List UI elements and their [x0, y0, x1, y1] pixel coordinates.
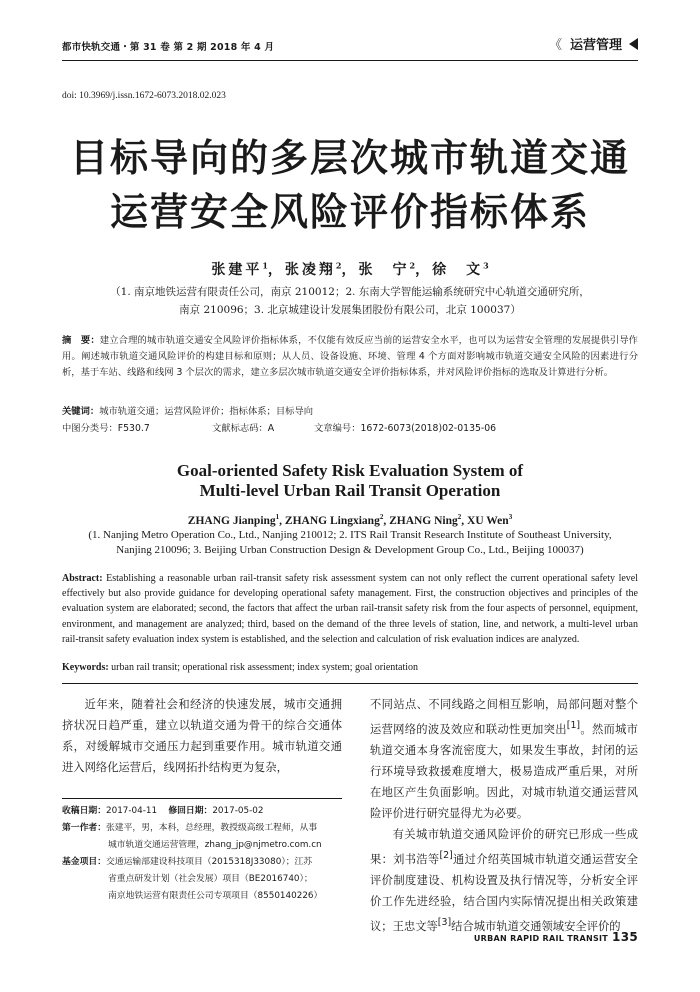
body-text: 。然而城市轨道交通本身客流密度大，如果发生事故，封闭的运行环境导致救援难度增大，极易造成严重后果，对所在地区产生负面影响。因此，对城市轨道交通运营风险评价进行研究显得尤为必要。 — [370, 722, 638, 820]
doi-link[interactable]: doi: 10.3969/j.issn.1672-6073.2018.02.023 — [62, 91, 226, 101]
author-sup: 2 — [457, 513, 462, 521]
keywords-cn — [62, 403, 313, 417]
author-en: XU Wen — [467, 514, 509, 527]
author-label: 第一作者： — [62, 823, 106, 833]
page-footer — [474, 930, 638, 944]
author-cn: 张凌翔 — [284, 262, 336, 278]
footnotes — [62, 803, 346, 905]
revised-date: 2017-05-02 — [212, 806, 264, 816]
authors-cn: 张建平$^1$，张凌翔$^2$，张 宁$^2$，徐 文$^3$ — [211, 260, 489, 278]
received-date: 2017-04-11 — [106, 806, 158, 816]
author-sup: 1 — [262, 260, 268, 271]
body-paragraph — [370, 824, 638, 937]
fund-label: 基金项目： — [62, 857, 106, 867]
section-chevron: 《 — [548, 38, 562, 53]
title-en-line-2: Multi-level Urban Rail Transit Operation — [199, 481, 501, 500]
author-en: ZHANG Lingxiang — [284, 514, 380, 527]
body-paragraph: 近年来，随着社会和经济的快速发展，城市交通拥挤状况日趋严重，建立以轨道交通为骨干的综合交通体系，对缓解城市交通压力起到重要作用。城市轨道交通进入网络化运营后，线网拓扑结构更为复杂， — [62, 698, 342, 774]
body-paragraph — [370, 694, 638, 824]
document-code: 文献标志码：A — [212, 423, 275, 434]
author-en: ZHANG Ning — [389, 514, 458, 527]
running-head: 都市快轨交通・第 31 卷 第 2 期 2018 年 4 月 — [62, 42, 275, 53]
fund-info: 交通运输部建设科技项目（2015318J33080）；江苏 — [106, 857, 313, 867]
affiliation-line: (1. Nanjing Metro Operation Co., Ltd., Nanjing 210012; 2. ITS Rail Transit Research Institute of Southeast University, — [88, 529, 612, 541]
triangle-left-icon — [629, 38, 638, 50]
author-cn: 张 宁 — [358, 262, 410, 278]
keywords-en-label: Keywords: — [62, 662, 109, 673]
citation-link[interactable]: [1] — [566, 720, 581, 731]
fund-info-cont: 南京地铁运营有限责任公司专项项目（8550140226） — [108, 891, 323, 901]
fund-info-cont: 省重点研发计划（社会发展）项目（BE2016740）； — [108, 874, 313, 884]
author-info: 张建平，男，本科，总经理，教授级高级工程师，从事 — [106, 823, 318, 833]
abstract-en-text: Establishing a reasonable urban rail-transit safety risk assessment system can not only reflect the current operational safety level effectively but also provide guidance for developing operational safety management. First, the construction objectives and principles of the evaluation system are elaborated; second, the factors that affect the urban rail-transit safety risk from the four aspects of personnel, equipment, environment, and management are analyzed; third, based on the demand of the three levels of station, line, and network, a multi-level urban rail-transit safety evaluation index system is established, and the selection and calculation of risk evaluation indices are analyzed. — [62, 573, 639, 645]
body-text: 通过介绍英国城市轨道交通运营安全评价制度建设、机构设置及执行情况等，分析安全评价工作先进经验，结合国内实际情况提出相关政策建议；王忠文等 — [370, 852, 638, 933]
section-name: 运营管理 — [569, 38, 622, 53]
body-right-column — [370, 694, 638, 936]
affiliation-line: （1. 南京地铁运营有限责任公司，南京 210012；2. 东南大学智能运输系统研究中心轨道交通研究所， — [110, 286, 590, 298]
author-cn: 张建平 — [211, 262, 263, 278]
keywords-cn-label: 关键词： — [62, 406, 100, 417]
affiliations-cn — [62, 283, 638, 319]
clc-number: 中图分类号：F530.7 — [62, 423, 150, 434]
author-info-cont: 城市轨道交通运营管理，zhang_jp@njmetro.com.cn — [108, 840, 322, 850]
author-sup: 2 — [409, 260, 416, 271]
body-left-column — [62, 694, 342, 778]
keywords-cn-text: 城市轨道交通；运营风险评价；指标体系；目标导向 — [99, 406, 314, 417]
author-sup: 3 — [508, 513, 513, 521]
title-en-line-1: Goal-oriented Safety Risk Evaluation System of — [176, 461, 524, 480]
author-sup: 1 — [275, 513, 280, 521]
page-number: 135 — [612, 930, 638, 944]
authors-en: ZHANG Jianping$^1$, ZHANG Lingxiang$^2$, ZHANG Ning$^2$, XU Wen$^3$ — [187, 513, 513, 527]
title-cn-line-1: 目标导向的多层次城市轨道交通 — [69, 136, 630, 180]
revised-label: 修回日期： — [168, 806, 213, 816]
header-rule — [62, 60, 638, 61]
received-label: 收稿日期： — [62, 806, 106, 816]
article-number: 文章编号：1672-6073(2018)02-0135-06 — [314, 423, 497, 434]
abstract-cn — [62, 333, 638, 382]
body-text: 有关城市轨道交通风险评价的研究已形成一些成果：刘书浩等 — [370, 827, 638, 866]
journal-name-en: URBAN RAPID RAIL TRANSIT — [473, 934, 609, 943]
section-label — [549, 34, 638, 53]
body-text: 不同站点、不同线路之间相互影响，局部问题对整个运营网络的波及效应和联动性更加突出 — [370, 698, 638, 736]
abstract-cn-text: 建立合理的城市轨道交通安全风险评价指标体系，不仅能有效反应当前的运营安全水平，也可以为运营安全管理的发展提供引导作用。阐述城市轨道交通风险评价的构建目标和原则；从人员、设备设施、环境、管理 4 个方面对影响城市轨道交通安全风险的因素进行分析，基于车站、线路和线网 3 个层次的需求，建立多层次城市轨道交通安全评价指标体系，并对风险评价指标的选取及计算进行分析。 — [62, 335, 638, 379]
footnote-fund — [62, 854, 346, 871]
footnote-author — [62, 820, 346, 837]
section-divider — [62, 683, 638, 684]
abstract-en — [62, 571, 638, 647]
citation-link[interactable]: [3] — [437, 916, 452, 928]
citation-link[interactable]: [2] — [439, 849, 453, 861]
abstract-cn-label: 摘 要： — [62, 335, 100, 346]
body-text: 结合城市轨道交通领域安全评价的 — [451, 919, 621, 933]
title-cn-line-2: 运营安全风险评价指标体系 — [109, 190, 590, 234]
keywords-en — [62, 662, 418, 673]
keywords-en-text: urban rail transit; operational risk assessment; index system; goal orientation — [111, 662, 419, 673]
author-sup: 3 — [483, 260, 489, 271]
affiliation-line: 南京 210096；3. 北京城建设计发展集团股份有限公司，北京 100037） — [179, 304, 521, 316]
abstract-en-label: Abstract: — [62, 573, 103, 584]
footnote-dates — [62, 803, 346, 820]
author-sup: 2 — [379, 513, 384, 521]
affiliation-line: Nanjing 210096; 3. Beijing Urban Construction Design & Development Group Co., Ltd., Beijing 100037) — [116, 544, 584, 556]
author-cn: 徐 文 — [432, 262, 484, 278]
affiliations-en — [62, 528, 638, 558]
footnote-rule — [62, 798, 342, 799]
author-sup: 2 — [335, 260, 342, 271]
author-en: ZHANG Jianping — [187, 514, 276, 527]
